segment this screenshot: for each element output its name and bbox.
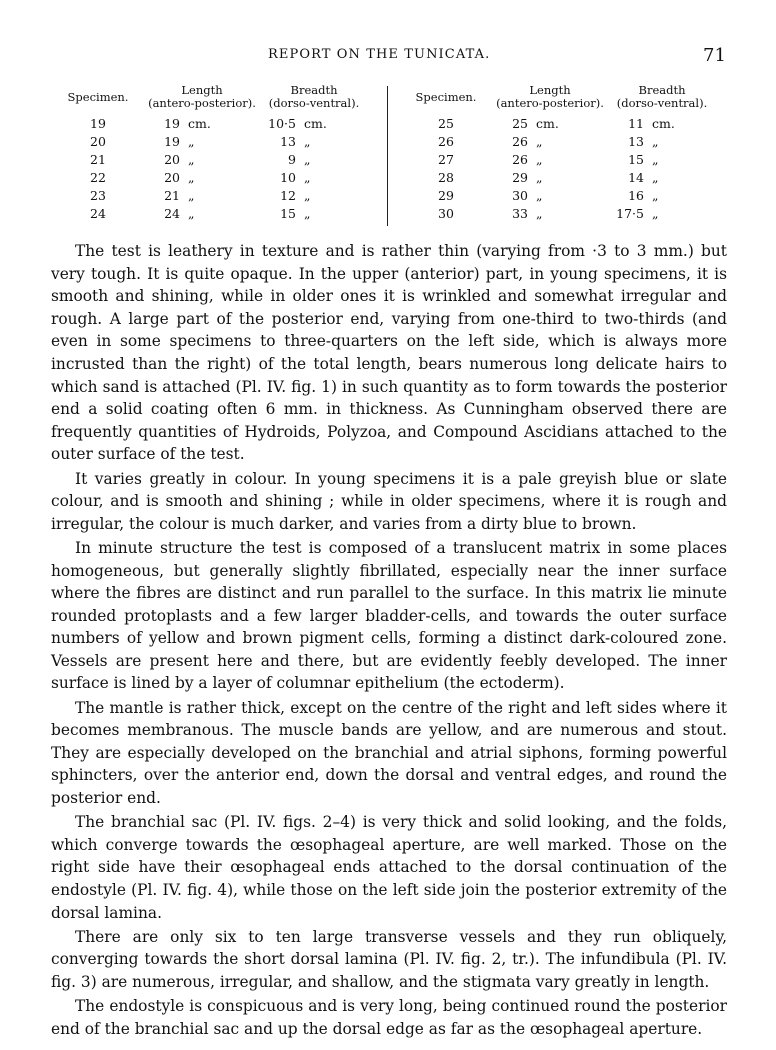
length-unit: „: [536, 152, 543, 167]
table-left-body: [52, 115, 368, 223]
breadth-unit: cm.: [304, 116, 327, 131]
length-unit: „: [188, 152, 195, 167]
breadth-value: 12: [280, 188, 296, 203]
paragraph-transverse-vessels: There are only six to ten large transverse vessels and they run obliquely, converging towards the short dorsal lamina (Pl. IV. fig. 2, tr.). The infundibula (Pl. IV. fig. 3) are numerous, irregular, and shallow, and the stigmata vary greatly in length.: [51, 927, 727, 991]
table-row: [400, 115, 716, 133]
cell-length: [144, 115, 260, 133]
header-length-line1: Length: [181, 83, 223, 97]
length-value: 21: [164, 188, 180, 203]
cell-specimen: 20: [90, 134, 106, 149]
header-length: [144, 84, 260, 115]
cell-breadth: [608, 187, 716, 205]
cell-length: [144, 133, 260, 151]
breadth-value: 15: [280, 206, 296, 221]
cell-length: [492, 187, 608, 205]
measurements-table-left: [52, 84, 368, 223]
table-row: [400, 133, 716, 151]
cell-length: [144, 187, 260, 205]
measurements-table: [52, 84, 728, 229]
header-breadth-line2: (dorso-ventral).: [616, 96, 708, 110]
cell-breadth: [260, 133, 368, 151]
cell-breadth: [260, 115, 368, 133]
table-right-body: [400, 115, 716, 223]
cell-breadth: [608, 205, 716, 223]
breadth-value: 17·5: [616, 206, 644, 221]
table-row: [52, 115, 368, 133]
length-unit: „: [536, 134, 543, 149]
cell-length: [492, 151, 608, 169]
table-row: [400, 169, 716, 187]
table-row: [400, 151, 716, 169]
length-unit: cm.: [188, 116, 211, 131]
length-unit: „: [536, 170, 543, 185]
cell-specimen: 21: [90, 152, 106, 167]
cell-length: [144, 151, 260, 169]
length-unit: „: [188, 170, 195, 185]
header-length-line2: (antero-posterior).: [148, 96, 256, 110]
paragraph-test-texture: The test is leathery in texture and is rather thin (varying from ·3 to 3 mm.) but very tough. It is quite opaque. In the upper (anterior) part, in young specimens, it is smooth and shining, while in older ones it is wrinkled and somewhat irregular and rough. A large part of the posterior end, varying from one-third to two-thirds (and even in some specimens to three-quarters on the left side, which is always more incrusted than the right) of the total length, bears numerous long delicate hairs to which sand is attached (Pl. IV. fig. 1) in such quantity as to form towards the posterior end a solid coating often 6 mm. in thickness. As Cunningham observed there are frequently quantities of Hydroids, Polyzoa, and Compound Ascidians attached to the outer surface of the test.: [51, 242, 727, 464]
paragraph-endostyle: The endostyle is conspicuous and is very long, being continued round the posterior end of the branchial sac and up the dorsal edge as far as the œsophageal aperture.: [51, 997, 727, 1038]
length-unit: „: [188, 206, 195, 221]
breadth-unit: „: [652, 206, 659, 221]
breadth-unit: „: [304, 152, 311, 167]
header-specimen: Specimen.: [67, 89, 129, 104]
breadth-unit: „: [652, 152, 659, 167]
length-value: 26: [512, 134, 528, 149]
cell-length: [492, 133, 608, 151]
cell-breadth: [608, 115, 716, 133]
header-specimen: Specimen.: [415, 89, 477, 104]
breadth-unit: cm.: [652, 116, 675, 131]
cell-breadth: [608, 169, 716, 187]
header-length: [492, 84, 608, 115]
cell-breadth: [260, 205, 368, 223]
paragraph-mantle: The mantle is rather thick, except on the centre of the right and left sides where it becomes membranous. The muscle bands are yellow, and are numerous and stout. They are especially developed on the branchial and atrial siphons, forming powerful sphincters, over the anterior end, down the dorsal and ventral edges, and round the posterior end.: [51, 698, 727, 808]
breadth-unit: „: [652, 170, 659, 185]
length-value: 25: [512, 116, 528, 131]
breadth-value: 10·5: [268, 116, 296, 131]
cell-length: [492, 205, 608, 223]
breadth-value: 13: [628, 134, 644, 149]
header-breadth: [608, 84, 716, 115]
length-unit: cm.: [536, 116, 559, 131]
cell-specimen: 23: [90, 188, 106, 203]
table-row: [52, 169, 368, 187]
length-value: 20: [164, 152, 180, 167]
breadth-value: 13: [280, 134, 296, 149]
cell-specimen: 24: [90, 206, 106, 221]
breadth-unit: „: [304, 170, 311, 185]
table-divider: [387, 86, 388, 226]
cell-specimen: 19: [90, 116, 106, 131]
header-length-line1: Length: [529, 83, 571, 97]
cell-breadth: [608, 151, 716, 169]
length-value: 19: [164, 134, 180, 149]
breadth-unit: „: [304, 134, 311, 149]
header-breadth: [260, 84, 368, 115]
breadth-value: 10: [280, 170, 296, 185]
body-text: [51, 240, 727, 1042]
length-value: 20: [164, 170, 180, 185]
cell-specimen: 26: [438, 134, 454, 149]
length-unit: „: [188, 188, 195, 203]
length-unit: „: [536, 206, 543, 221]
cell-breadth: [260, 151, 368, 169]
breadth-unit: „: [652, 134, 659, 149]
measurements-table-right: [400, 84, 716, 223]
length-value: 19: [164, 116, 180, 131]
table-row: [52, 151, 368, 169]
table-row: [400, 187, 716, 205]
cell-breadth: [608, 133, 716, 151]
breadth-unit: „: [652, 188, 659, 203]
paragraph-colour: It varies greatly in colour. In young specimens it is a pale greyish blue or slate colour, and is smooth and shining ; while in older specimens, where it is rough and irregular, the colour is much darker, and varies from a dirty blue to brown.: [51, 469, 727, 533]
header-breadth-line1: Breadth: [638, 83, 686, 97]
cell-specimen: 29: [438, 188, 454, 203]
cell-length: [492, 115, 608, 133]
cell-specimen: 25: [438, 116, 454, 131]
table-row: [52, 205, 368, 223]
cell-specimen: 28: [438, 170, 454, 185]
breadth-value: 15: [628, 152, 644, 167]
header-breadth-line1: Breadth: [290, 83, 338, 97]
paragraph-minute-structure: In minute structure the test is composed of a translucent matrix in some places homogeneous, but generally slightly fibrillated, especially near the inner surface where the fibres are distinct and run parallel to the surface. In this matrix lie minute rounded protoplasts and a few larger bladder-cells, and towards the outer surface numbers of yellow and brown pigment cells, forming a distinct dark-coloured zone. Vessels are present here and there, but are evidently feebly developed. The inner surface is lined by a layer of columnar epithelium (the ectoderm).: [51, 538, 727, 693]
cell-length: [144, 205, 260, 223]
breadth-value: 16: [628, 188, 644, 203]
running-title: REPORT ON THE TUNICATA.: [268, 47, 491, 62]
paragraph-branchial-sac: The branchial sac (Pl. IV. figs. 2–4) is very thick and solid looking, and the folds, which converge towards the œsophageal aperture, are well marked. Those on the right side have their œsophageal ends attached to the dorsal continuation of the endostyle (Pl. IV. fig. 4), while those on the left side join the posterior extremity of the dorsal lamina.: [51, 813, 727, 922]
header-breadth-line2: (dorso-ventral).: [268, 96, 360, 110]
cell-length: [144, 169, 260, 187]
length-value: 24: [164, 206, 180, 221]
breadth-value: 11: [628, 116, 644, 131]
cell-specimen: 22: [90, 170, 106, 185]
length-value: 33: [512, 206, 528, 221]
cell-breadth: [260, 169, 368, 187]
table-row: [52, 187, 368, 205]
table-row: [400, 205, 716, 223]
cell-length: [492, 169, 608, 187]
length-value: 30: [512, 188, 528, 203]
cell-breadth: [260, 187, 368, 205]
length-unit: „: [536, 188, 543, 203]
length-value: 29: [512, 170, 528, 185]
breadth-value: 9: [288, 152, 296, 167]
cell-specimen: 27: [438, 152, 454, 167]
breadth-unit: „: [304, 206, 311, 221]
running-head: [0, 45, 776, 69]
length-unit: „: [188, 134, 195, 149]
table-row: [52, 133, 368, 151]
breadth-value: 14: [628, 170, 644, 185]
breadth-unit: „: [304, 188, 311, 203]
header-length-line2: (antero-posterior).: [496, 96, 604, 110]
page-number: 71: [703, 45, 726, 66]
cell-specimen: 30: [438, 206, 454, 221]
length-value: 26: [512, 152, 528, 167]
